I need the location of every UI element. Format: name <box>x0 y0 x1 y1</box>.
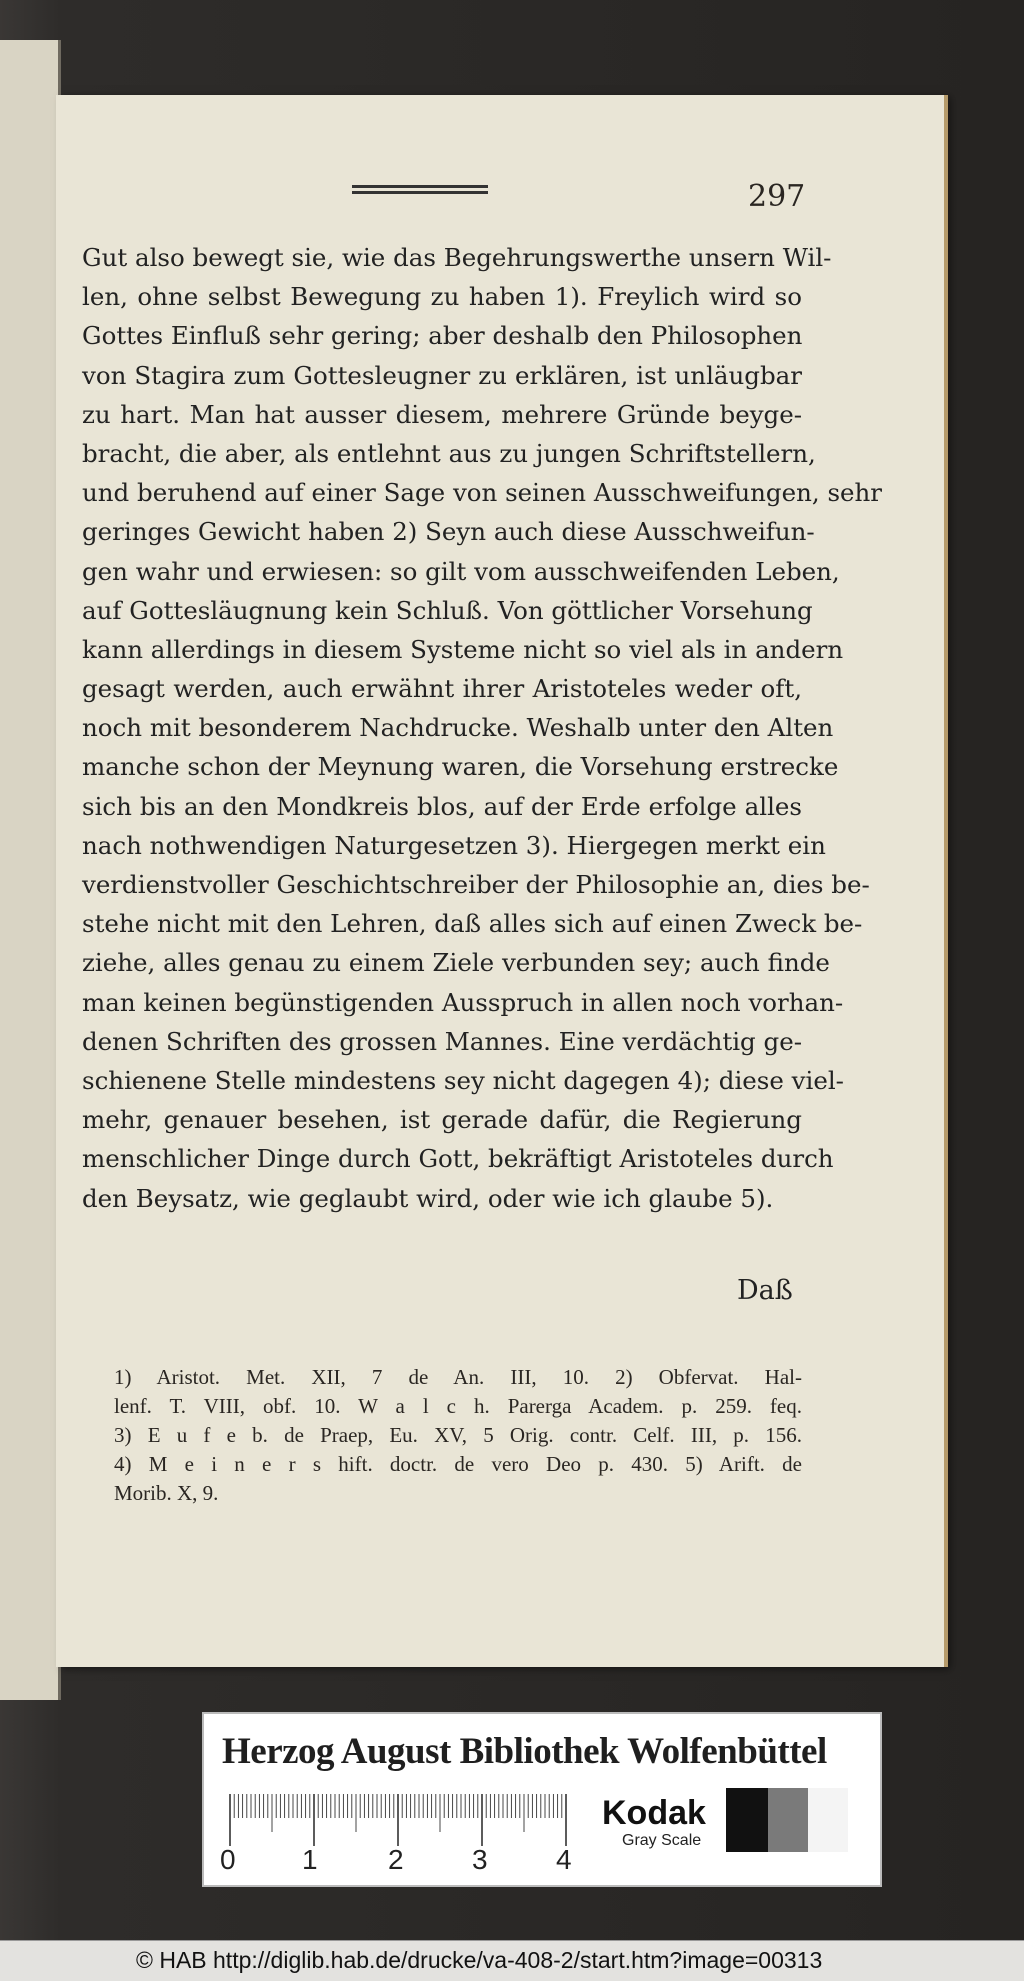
text-line: stehe nicht mit den Lehren, daß alles sich auf einen Zweck be- <box>82 909 863 939</box>
color-target-card <box>202 1712 882 1887</box>
ruler-number: 4 <box>556 1844 572 1875</box>
text-line: nach nothwendigen Naturgesetzen 3). Hiergegen merkt ein <box>82 830 826 860</box>
kodak-logo: Kodak <box>602 1794 706 1832</box>
text-line: mehr, genauer besehen, ist gerade dafür, die Regierung <box>82 1105 802 1135</box>
gray-swatch-black <box>726 1788 768 1852</box>
text-line: von Stagira zum Gottesleugner zu erklären, ist unläugbar <box>82 360 802 390</box>
footnote-line: 4) M e i n e r s hift. doctr. de vero Deo p. 430. 5) Arift. de <box>114 1452 802 1476</box>
text-line: ziehe, alles genau zu einem Ziele verbunden sey; auch finde <box>82 948 830 978</box>
footnotes <box>114 1363 802 1508</box>
catchword: Daß <box>737 1275 793 1306</box>
text-line: denen Schriften des grossen Mannes. Eine verdächtig ge- <box>82 1026 802 1056</box>
text-line: len, ohne selbst Bewegung zu haben 1). Freylich wird so <box>82 282 802 312</box>
body-text <box>82 238 883 1218</box>
text-line: auf Gottesläugnung kein Schluß. Von göttlicher Vorsehung <box>82 595 813 625</box>
footer-bar <box>0 1940 1024 1981</box>
text-line: Gut also bewegt sie, wie das Begehrungswerthe unsern Wil- <box>82 243 832 272</box>
text-line: schienene Stelle mindestens sey nicht dagegen 4); diese viel- <box>82 1065 844 1095</box>
text-line: bracht, die aber, als entlehnt aus zu jungen Schriftstellern, <box>82 438 816 468</box>
library-title: Herzog August Bibliothek Wolfenbüttel <box>222 1731 827 1772</box>
copyright-url[interactable]: © HAB http://diglib.hab.de/drucke/va-408-2/start.htm?image=00313 <box>136 1947 823 1973</box>
text-line: menschlicher Dinge durch Gott, bekräftigt Aristoteles durch <box>82 1144 834 1174</box>
ruler-numbers <box>220 1844 600 1878</box>
text-line: und beruhend auf einer Sage von seinen Ausschweifungen, sehr <box>82 478 883 508</box>
text-line: Gottes Einfluß sehr gering; aber deshalb den Philosophen <box>82 321 803 351</box>
text-line: man keinen begünstigenden Ausspruch in allen noch vorhan- <box>82 987 844 1017</box>
text-line: noch mit besonderem Nachdrucke. Weshalb unter den Alten <box>82 713 834 743</box>
page-number: 297 <box>748 179 806 214</box>
book-page <box>56 95 944 1667</box>
header-rule <box>352 185 488 194</box>
footnote-line: lenf. T. VIII, obf. 10. W a l c h. Parerga Academ. p. 259. feq. <box>114 1394 802 1418</box>
text-line: sich bis an den Mondkreis blos, auf der Erde erfolge alles <box>82 791 802 821</box>
ruler-number: 1 <box>302 1844 318 1875</box>
facing-page-edge <box>0 40 61 1700</box>
ruler-number: 2 <box>388 1844 404 1875</box>
footnote-line: Morib. X, 9. <box>114 1481 219 1505</box>
text-line: zu hart. Man hat ausser diesem, mehrere Gründe beyge- <box>82 399 802 429</box>
text-line: manche schon der Meynung waren, die Vorsehung erstrecke <box>82 752 839 782</box>
text-line: verdienstvoller Geschichtschreiber der Philosophie an, dies be- <box>82 870 870 899</box>
ruler-number: 0 <box>220 1844 236 1875</box>
ruler-number: 3 <box>472 1844 488 1875</box>
footnote-line: 3) E u f e b. de Praep, Eu. XV, 5 Orig. contr. Celf. III, p. 156. <box>114 1423 802 1447</box>
footnote-line: 1) Aristot. Met. XII, 7 de An. III, 10. 2) Obfervat. Hal- <box>114 1365 802 1389</box>
gray-scale-label: Gray Scale <box>622 1832 702 1849</box>
text-line: den Beysatz, wie geglaubt wird, oder wie ich glaube 5). <box>82 1183 774 1213</box>
text-line: gesagt werden, auch erwähnt ihrer Aristoteles weder oft, <box>82 674 802 704</box>
gray-swatch-mid <box>768 1788 808 1852</box>
text-line: geringes Gewicht haben 2) Seyn auch diese Ausschweifun- <box>82 517 815 547</box>
text-line: kann allerdings in diesem Systeme nicht so viel als in andern <box>82 634 844 664</box>
ruler-scale <box>226 1794 586 1846</box>
text-line: gen wahr und erwiesen: so gilt vom ausschweifenden Leben, <box>82 556 840 586</box>
gray-swatch-white <box>808 1788 848 1852</box>
